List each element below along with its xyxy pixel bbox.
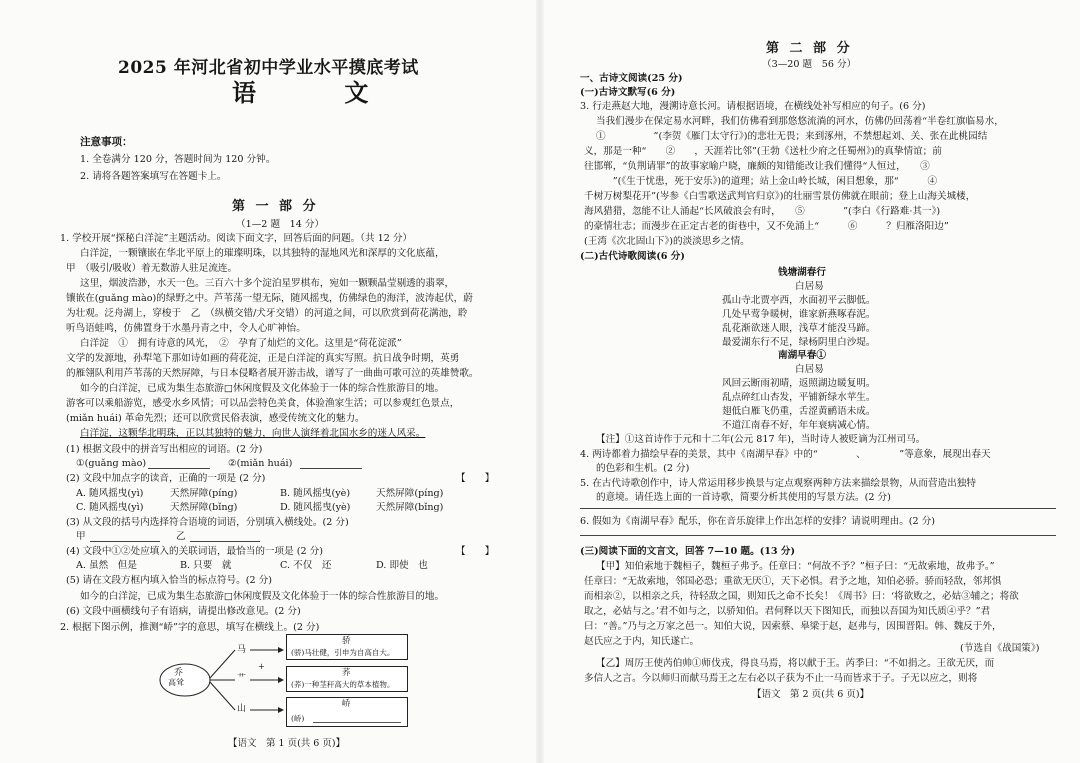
classical-text-line: 取之，必姑与之。’君不如与之，以骄知伯。君何释以天下图知氏，而独以吾国为知氏质④乎？”君 xyxy=(584,606,991,617)
option: B. 随风摇曳(yè) xyxy=(280,488,351,499)
part1-title: 第 一 部 分 xyxy=(232,199,319,214)
notice-item: 2. 请将各题答案填写在答题卡上。 xyxy=(80,171,227,182)
page-2 xyxy=(540,0,1080,763)
section-subheading: (三)阅读下面的文言文，回答 7—10 题。(13 分) xyxy=(580,546,796,557)
q1-text-line: 的雁翎队利用芦苇荡的天然屏障，与日本侵略者展开游击战，谱写了一曲曲可歌可泣的英雄赞歌。 xyxy=(66,368,479,379)
q3-text-line: 的豪情壮志；而漫步在正定古老的街巷中，又不免涌上“ ⑥ ？归雁洛阳边” xyxy=(584,221,949,232)
page-footer: 【语文 第 1 页(共 6 页)】 xyxy=(228,738,346,749)
subq-3-a: 甲 xyxy=(76,531,86,542)
option: A. 随风摇曳(yì) xyxy=(76,488,144,499)
subq-2: (2) 文段中加点字的读音，正确的一项是 (2 分) xyxy=(66,473,266,484)
q1-text-line: 文学的发源地，孙犁笔下那如诗如画的荷花淀，正是白洋淀的真实写照。抗日战争时期，英勇 xyxy=(66,353,460,364)
option: C. 不仅 还 xyxy=(280,560,332,571)
answer-line[interactable] xyxy=(300,468,362,469)
option: B. 只要 就 xyxy=(180,560,232,571)
subq-1-a: ①(guǎng mào) xyxy=(76,458,147,469)
option: 天然屏障(bǐng) xyxy=(170,502,238,513)
classical-text-line: 任章曰：“无故索地，邻国必恐；重欲无厌①，天下必惧。君予之地，知伯必骄。骄而轻敌，邻邦惧 xyxy=(584,576,1002,587)
answer-line[interactable] xyxy=(190,541,260,542)
diagram-radical: 马 xyxy=(237,645,247,655)
q4-stem: 4. 两诗都着力描绘早春的美景，其中《南湖早春》中的“ 、 ”等意象，展现出春天 xyxy=(580,449,991,460)
poem-note: 【注】①这首诗作于元和十二年(公元 817 年)，当时诗人被贬谪为江州司马。 xyxy=(596,434,926,445)
q3-text-line: (王湾《次北固山下》)的淡淡思乡之情。 xyxy=(584,236,750,247)
arrow-head xyxy=(278,677,284,683)
q1-underlined-sentence: 白洋淀，这颗华北明珠，正以其独特的魅力，向世人演绎着北国水乡的迷人风采。 xyxy=(80,428,426,439)
part2-title: 第 二 部 分 xyxy=(766,41,853,56)
answer-line[interactable] xyxy=(148,468,210,469)
poem2-title: 南湖早春① xyxy=(778,350,826,361)
poem1-line: 几处早莺争暖树，谁家新燕啄春泥。 xyxy=(722,309,876,320)
classical-text-line: 曰：“善。”乃与之万家之邑一。知伯大说，因索蔡、皋梁于赵，赵弗与，因围晋阳。韩、魏反于外， xyxy=(584,621,1002,632)
diagram-radical: 山 xyxy=(237,704,247,714)
q3-text-line: 海风猎猎，忽能不让人涌起“长风破浪会有时， ⑤ ”(李白《行路难·其一》) xyxy=(584,206,941,217)
subq-3-b: 乙 xyxy=(176,531,186,542)
classical-text-line: 【乙】周厉王使芮伯帅①师伐戎，得良马焉，将以献于王。芮季曰：“不如捐之。王欲无厌，而 xyxy=(596,658,995,669)
notice-item: 1. 全卷满分 120 分，答题时间为 120 分钟。 xyxy=(80,154,276,165)
q5-stem: 5. 在古代诗歌创作中，诗人常运用移步换景与定点观察两种方法来描绘景物，从而营造出独特 xyxy=(580,478,976,489)
option: 天然屏障(píng) xyxy=(376,488,444,499)
diagram-char: 骄 xyxy=(342,636,351,646)
q1-stem: 1. 学校开展“探秘白洋淀”主题活动。阅读下面文字，回答后面的问题。（共 12 分） xyxy=(60,233,413,244)
answer-line[interactable] xyxy=(90,541,160,542)
q1-text-line: 白洋淀 ① 拥有诗意的风光， ② 孕育了灿烂的文化。这里是“荷花淀派” xyxy=(80,338,402,349)
poem2-line: 风回云断雨初晴，返照湖边暖复明。 xyxy=(722,378,876,389)
diagram-char: 峤 xyxy=(342,699,351,709)
q3-text-line: 义，那是一种“ ② ，天涯若比邻”(王勃《送杜少府之任蜀州》)的真挚情谊；前 xyxy=(584,146,942,157)
subq-1: (1) 根据文段中的拼音写出相应的词语。(2 分) xyxy=(66,444,263,455)
q3-text-line: 千树万树梨花开”(岑参《白雪歌送武判官归京》)的壮丽雪景仿佛就在眼前；登上山海关城楼， xyxy=(584,191,976,202)
poem2-author: 白居易 xyxy=(795,364,824,375)
diagram-center-meaning: 高耸 xyxy=(168,678,184,687)
subq-5: (5) 请在文段方框内填入恰当的标点符号。(2 分) xyxy=(66,575,272,586)
part1-subtitle: （1—2 题 14 分） xyxy=(236,219,325,230)
section-heading: 一、古诗文阅读(25 分) xyxy=(580,73,683,84)
q5-stem-cont: 的意境。请任选上面的一首诗歌，简要分析其使用的写景方法。(2 分) xyxy=(596,492,891,503)
diagram-desc: (峤) xyxy=(291,714,305,723)
q1-text-line: 这里，烟波浩渺，水天一色。三百六十多个淀泊星罗棋布，宛如一颗颗晶莹剔透的翡翠， xyxy=(80,278,455,289)
q3-stem: 3. 行走燕赵大地，漫溯诗意长河。请根据语境，在横线处补写相应的句子。(6 分) xyxy=(580,101,926,112)
notice-heading: 注意事项： xyxy=(80,136,133,148)
classical-text-line: 赵氏应之于内，知氏遂亡。 xyxy=(584,636,700,647)
q1-text-line: 如今的白洋淀，已成为集生态旅游□休闲度假及文化体验于一体的综合性旅游目的地。 xyxy=(80,383,445,394)
diagram-desc: (荞)一种茎秆高大的草本植物。 xyxy=(291,680,395,689)
text-source: (节选自《战国策》) xyxy=(960,643,1040,654)
exam-title: 2025 年河北省初中学业水平摸底考试 xyxy=(118,58,419,78)
diagram-plus: + xyxy=(258,662,265,671)
poem2-line: 不道江南春不好，年年衰病减心情。 xyxy=(722,420,876,431)
diagram-center-char: 乔 xyxy=(174,668,184,678)
q1-text-line: 甲 （吸引/吸收）着无数游人驻足流连。 xyxy=(66,263,238,274)
q1-text-line: 白洋淀，一颗镶嵌在华北平原上的璀璨明珠，以其独特的湿地风光和深厚的文化底蕴， xyxy=(80,248,445,259)
subject-title: 语 文 xyxy=(232,78,409,107)
q1-text-line: 镶嵌在(guǎng mào)的绿野之中。芦苇荡一望无际，随风摇曳，仿佛绿色的海洋，波涛起伏，蔚 xyxy=(66,293,473,304)
poem2-line: 翅低白雁飞仍重，舌涩黄鹂语未成。 xyxy=(722,406,876,417)
part2-subtitle: （3—20 题 56 分） xyxy=(762,59,857,70)
q1-text-line: 为壮观。泛舟湖上，穿梭于 乙 （纵横交错/犬牙交错）的河道之间，可以欣赏到荷花满池，聆 xyxy=(66,308,468,319)
classical-text-line: 多信人之言。今以师归而献马焉王之左右必以子获为不止一马而皆求于子。子无以应之，则将 xyxy=(584,673,978,684)
arrow-head xyxy=(278,647,284,653)
q4-stem-cont: 的色彩和生机。(2 分) xyxy=(596,463,690,474)
poem2-line: 乱点碎红山杏发，平铺新绿水苹生。 xyxy=(722,392,876,403)
poem1-line: 乱花渐欲迷人眼，浅草才能没马蹄。 xyxy=(722,323,876,334)
option: D. 随风摇曳(yè) xyxy=(280,502,351,513)
classical-text-line: 而相亲②，以相亲之兵，待轻敌之国，则知氏之命不长矣！《周书》曰：‘将欲败之，必姑③辅之；将欲 xyxy=(584,591,1019,602)
subq-5-text: 如今的白洋淀，已成为集生态旅游□休闲度假及文化体验于一体的综合性旅游目的地。 xyxy=(80,591,445,602)
diagram-char: 荞 xyxy=(342,668,351,678)
diagram-radical: 艹 xyxy=(237,674,247,684)
diagram-box xyxy=(286,666,408,692)
option: 天然屏障(píng) xyxy=(170,488,238,499)
poem1-author: 白居易 xyxy=(795,281,824,292)
subq-6: (6) 文段中画横线句子有语病，请提出修改意见。(2 分) xyxy=(66,606,301,617)
poem1-line: 最爱湖东行不足，绿杨阴里白沙堤。 xyxy=(722,337,876,348)
option: D. 即使 也 xyxy=(376,560,428,571)
diagram-desc: (骄)马壮健，引申为自高自大。 xyxy=(291,648,395,657)
answer-line[interactable] xyxy=(313,722,401,723)
option: A. 虽然 但是 xyxy=(76,560,137,571)
answer-line[interactable] xyxy=(580,508,1056,509)
answer-line[interactable] xyxy=(580,535,1056,536)
q2-stem: 2. 根据下图示例，推测“峤”字的意思，填写在横线上。(2 分) xyxy=(60,622,320,633)
page-footer: 【语文 第 2 页(共 6 页)】 xyxy=(752,689,870,700)
subq-4: (4) 文段中①②处应填入的关联词语，最恰当的一项是 (2 分) xyxy=(66,546,323,557)
q1-text-line: 听鸟语蛙鸣，仿佛置身于水墨丹青之中，令人心旷神怡。 xyxy=(66,323,306,334)
answer-bracket[interactable]: 【 】 xyxy=(456,473,495,484)
q3-text-line: 当我们漫步在保定易水河畔，我们仿佛看到那悠悠流淌的河水，仿佛仍回荡着“半卷红旗临易水， xyxy=(596,116,1004,127)
section-subheading: (二)古代诗歌阅读(6 分) xyxy=(580,251,685,262)
option: 天然屏障(bǐng) xyxy=(376,502,444,513)
q3-text-line: ”(《生于忧患，死于安乐》)的道理；站上金山岭长城，闲目想象，那“ ④ xyxy=(584,176,938,187)
q3-text-line: 往邯郸，“负荆请罪”的故事家喻户晓，廉颇的知错能改让我们懂得“人恒过， ③ xyxy=(584,161,930,172)
q6-stem: 6. 假如为《南湖早春》配乐，你在音乐旋律上作出怎样的安排？请说明理由。(2 分) xyxy=(580,516,936,527)
classical-text-line: 【甲】知伯索地于魏桓子，魏桓子弗予。任章曰：“何故不予？”桓子曰：“无故索地，故弗予。” xyxy=(596,561,995,572)
q1-text-line: 游客可以乘船游览，感受水乡风情；可以品尝特色美食，体验渔家生活；可以参观红色景点， xyxy=(66,398,460,409)
diagram-arrow-line xyxy=(210,650,235,678)
diagram-box xyxy=(286,634,408,660)
arrow-head xyxy=(278,707,284,713)
q3-text-line: ① ”(李贺《雁门太守行》)的悲壮无畏；来到涿州，不禁想起刘、关、张在此桃园结 xyxy=(596,131,988,142)
option: C. 随风摇曳(yì) xyxy=(76,502,144,513)
poem1-line: 孤山寺北贾亭西，水面初平云脚低。 xyxy=(722,295,876,306)
answer-bracket[interactable]: 【 】 xyxy=(456,546,495,557)
subq-1-b: ②(miǎn huái) xyxy=(228,458,293,469)
q1-text-line: (miǎn huái) 革命先烈；还可以欣赏民俗表演，感受传统文化的魅力。 xyxy=(66,413,365,424)
section-subheading: (一)古诗文默写(6 分) xyxy=(580,87,676,98)
diagram-box-answer[interactable] xyxy=(286,697,408,727)
diagram-arrow-line xyxy=(210,682,235,710)
poem1-title: 钱塘湖春行 xyxy=(778,267,826,278)
subq-3: (3) 从文段的括号内选择符合语境的词语，分别填入横线处。(2 分) xyxy=(66,517,349,528)
